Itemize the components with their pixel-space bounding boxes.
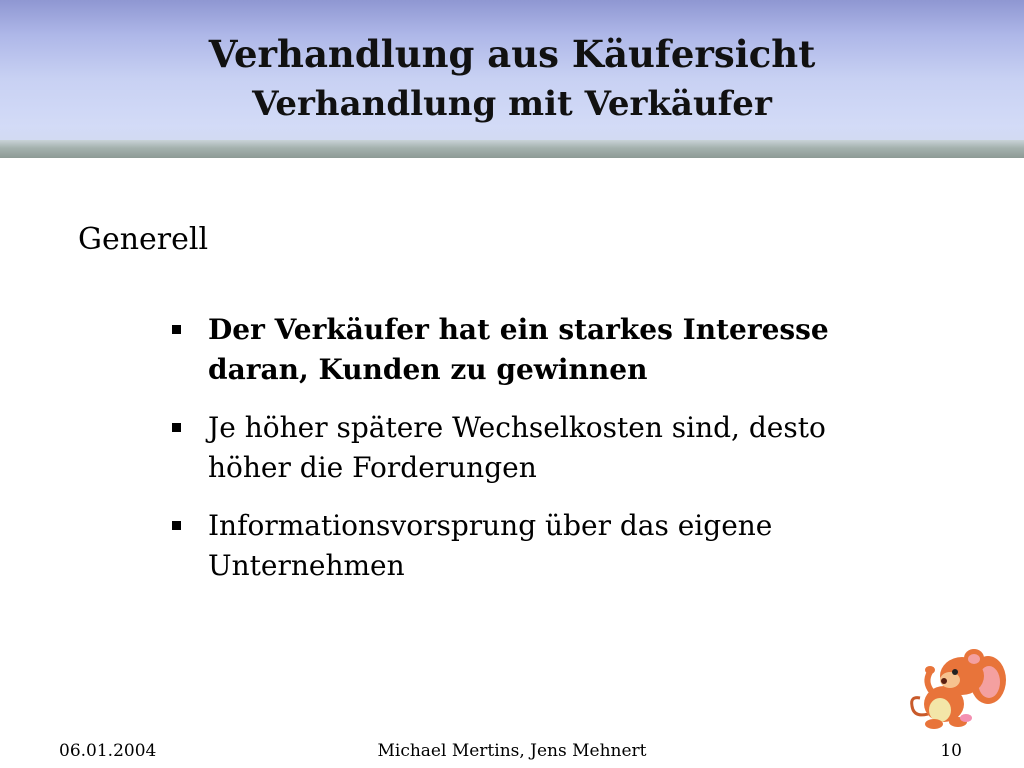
bullet-item [170, 408, 890, 488]
bullet-text: Der Verkäufer hat ein starkes Interesse daran, Kunden zu gewinnen [208, 313, 829, 386]
header-divider-bar [0, 140, 1024, 158]
square-bullet-icon [172, 521, 181, 530]
bullet-item [170, 310, 890, 390]
footer-date: 06.01.2004 [59, 741, 157, 761]
bullet-text: Informationsvorsprung über das eigene Unternehmen [208, 509, 773, 582]
slide-subtitle: Verhandlung mit Verkäufer [252, 84, 772, 124]
square-bullet-icon [172, 325, 181, 334]
slide-title: Verhandlung aus Käufersicht [208, 32, 816, 76]
bullet-text: Je höher spätere Wechselkosten sind, desto höher die Forderungen [208, 411, 826, 484]
square-bullet-icon [172, 423, 181, 432]
section-heading: Generell [78, 222, 209, 257]
slide-header-band [0, 0, 1024, 158]
footer-authors: Michael Mertins, Jens Mehnert [377, 741, 647, 761]
cartoon-mouse-icon [904, 640, 1010, 732]
bullet-item [170, 506, 890, 586]
bullet-list [170, 310, 890, 604]
page-number: 10 [940, 741, 962, 761]
